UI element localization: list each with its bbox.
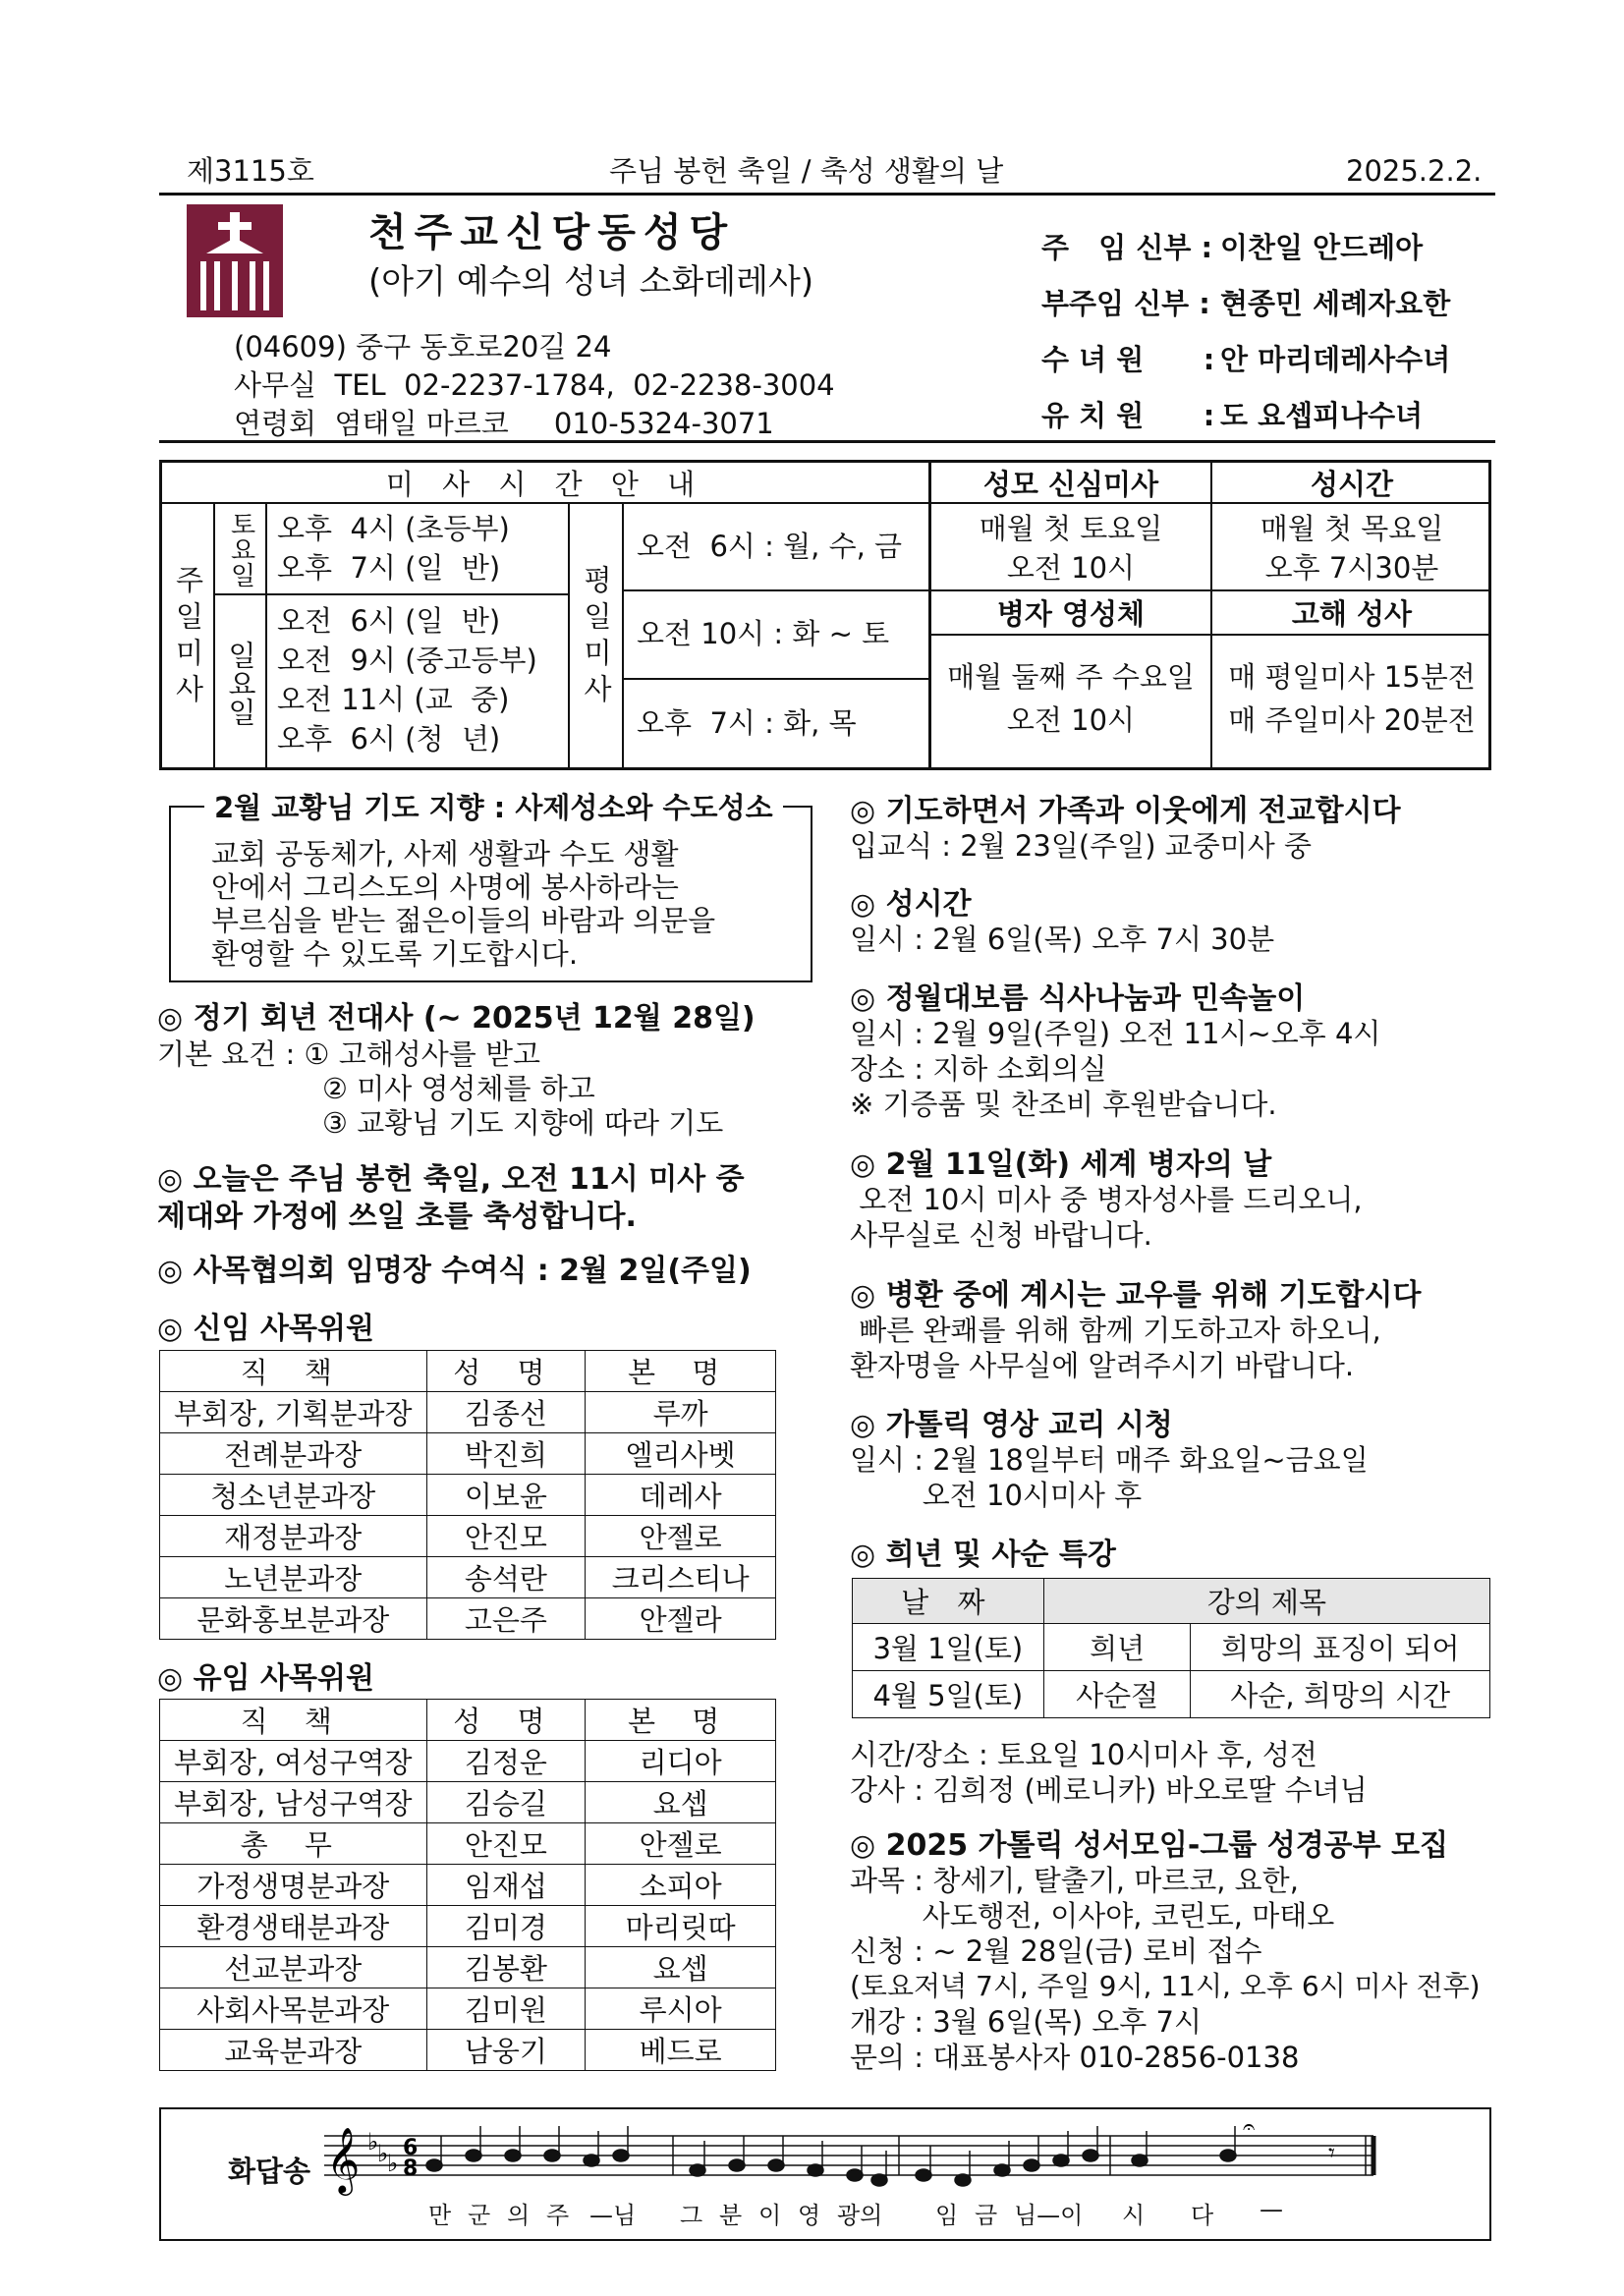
weekday-mass-label: 평일미사 (580, 564, 613, 710)
notice-line: ※ 기증품 및 찬조비 후원받습니다. (850, 1088, 1277, 1121)
name-cell: 김정운 (426, 1741, 586, 1782)
notice-line: 일시 : 2월 9일(주일) 오전 11시~오후 4시 (850, 1017, 1381, 1050)
time-signature-bottom: 8 (403, 2156, 419, 2181)
candle-notice: ◎ 오늘은 주님 봉헌 축일, 오전 11시 미사 중 (157, 1162, 745, 1197)
notice-line: 오전 10시 미사 중 병자성사를 드리오니, (850, 1183, 1363, 1216)
note-head (1083, 2150, 1098, 2161)
bible-line: (토요저녁 7시, 주일 9시, 11시, 오후 6시 미사 전후) (850, 1970, 1481, 2002)
note-head (1024, 2159, 1039, 2171)
lyric-syllable: 임 (935, 2202, 959, 2229)
page-title: 주님 봉헌 축일 / 축성 생활의 날 (609, 154, 1004, 188)
table-row (160, 1947, 776, 1988)
name-cell: 안진모 (426, 1516, 586, 1557)
mass-time: 오후 7시 (일 반) (277, 551, 501, 585)
mass-time: 오전 11시 (교 중) (277, 683, 510, 716)
lyric-syllable: 다 (1191, 2202, 1214, 2229)
lyric-syllable: 영 (798, 2202, 821, 2229)
position-cell: 선교분과장 (160, 1947, 427, 1988)
confession-line: 매 평일미사 15분전 (1228, 660, 1476, 694)
jubilee-line: ② 미사 영성체를 하고 (322, 1072, 595, 1105)
position-cell: 환경생태분과장 (160, 1906, 427, 1947)
table-row (853, 1624, 1490, 1671)
name-cell: 임재섭 (426, 1865, 586, 1906)
confession-title: 고해 성사 (1291, 597, 1413, 631)
baptismal-name-cell: 루시아 (586, 1988, 776, 2030)
prayer-intention-text (211, 837, 715, 971)
office-phone: 사무실 TEL 02-2237-1784, 02-2238-3004 (234, 368, 835, 402)
confession-line: 매 주일미사 20분전 (1228, 703, 1476, 737)
staff-row (1041, 386, 1493, 442)
lecture-info: 강사 : 김희정 (베로니카) 바오로딸 수녀님 (850, 1773, 1368, 1807)
prayer-line: 부르심을 받는 젊은이들의 바람과 의문을 (211, 904, 716, 937)
table-row (160, 1865, 776, 1906)
column-header: 직 책 (160, 1351, 427, 1392)
position-cell: 가정생명분과장 (160, 1865, 427, 1906)
lyric-syllable: 님—이 (1014, 2202, 1084, 2229)
note-head (690, 2164, 705, 2176)
lyric-syllable: —님 (589, 2202, 637, 2229)
lyric-syllable: 의 (507, 2202, 531, 2229)
flat-icon: ♭ (377, 2140, 389, 2167)
column-header: 직 책 (160, 1700, 427, 1741)
baptismal-name-cell: 엘리사벳 (586, 1433, 776, 1475)
header-rule (159, 193, 1495, 196)
column-header: 본 명 (586, 1700, 776, 1741)
name-cell: 이보윤 (426, 1475, 586, 1516)
note-head (1132, 2155, 1148, 2166)
table-row (160, 1906, 776, 1947)
baptismal-name-cell: 안젤로 (586, 1516, 776, 1557)
name-cell: 박진희 (426, 1433, 586, 1475)
staff-row (1041, 330, 1493, 386)
table-row (160, 1598, 776, 1640)
holy-hour-line: 오후 7시30분 (1264, 551, 1439, 585)
continuing-committee-title: ◎ 유임 사목위원 (157, 1661, 374, 1696)
weekday-time: 오전 10시 : 화 ~ 토 (637, 617, 890, 650)
note-head (466, 2150, 481, 2161)
name-cell: 김미원 (426, 1988, 586, 2030)
notice-line: 일시 : 2월 18일부터 매주 화요일~금요일 (850, 1443, 1369, 1477)
jubilee-line: ③ 교황님 기도 지향에 따라 기도 (322, 1106, 724, 1140)
baptismal-name-cell: 크리스티나 (586, 1557, 776, 1598)
name-cell: 김미경 (426, 1906, 586, 1947)
column-header: 성 명 (426, 1351, 586, 1392)
baptismal-name-cell: 데레사 (586, 1475, 776, 1516)
sick-line: 매월 둘째 주 수요일 (947, 660, 1195, 694)
note-head (584, 2155, 599, 2166)
lecture-title-cell: 희망의 표징이 되어 (1191, 1624, 1490, 1671)
church-logo-icon (187, 204, 283, 317)
note-head (1053, 2155, 1069, 2166)
prayer-line: 교회 공동체가, 사제 생활과 수도 생활 (211, 837, 679, 870)
lyric-syllable: 군 (468, 2202, 491, 2229)
staff-row (1041, 274, 1493, 330)
new-committee-table (159, 1350, 776, 1640)
table-row (160, 1741, 776, 1782)
church-address: (04609) 중구 동호로20길 24 (234, 330, 612, 364)
position-cell: 부회장, 기획분과장 (160, 1392, 427, 1433)
lecture-table (852, 1578, 1490, 1718)
note-head (871, 2174, 887, 2186)
elders-contact: 연령회 염태일 마르코 010-5324-3071 (234, 407, 774, 440)
note-head (426, 2159, 442, 2171)
new-committee-title: ◎ 신임 사목위원 (157, 1312, 374, 1346)
bible-study-title: ◎ 2025 가톨릭 성서모임-그룹 성경공부 모집 (850, 1828, 1449, 1863)
staff-role: 수 녀 원 : (1041, 343, 1215, 376)
sick-communion-title: 병자 영성체 (996, 597, 1146, 631)
notice-line: 환자명을 사무실에 알려주시기 바랍니다. (850, 1349, 1355, 1382)
notice-line: 입교식 : 2월 23일(주일) 교중미사 중 (850, 829, 1313, 863)
baptismal-name-cell: 소피아 (586, 1865, 776, 1906)
name-cell: 김봉환 (426, 1947, 586, 1988)
notice-line: 빠른 완쾌를 위해 함께 기도하고자 하오니, (850, 1314, 1381, 1347)
mass-time: 오후 6시 (청 년) (277, 722, 501, 756)
baptismal-name-cell: 안젤라 (586, 1598, 776, 1640)
note-head (613, 2150, 629, 2161)
column-header: 날 짜 (853, 1579, 1044, 1624)
column-header: 강의 제목 (1043, 1579, 1489, 1624)
name-cell: 송석란 (426, 1557, 586, 1598)
date-cell: 3월 1일(토) (853, 1624, 1044, 1671)
weekday-time: 오전 6시 : 월, 수, 금 (637, 530, 903, 563)
theme-cell: 희년 (1043, 1624, 1191, 1671)
saturday-times (277, 509, 510, 588)
continuing-committee-table (159, 1699, 776, 2071)
notice-title: ◎ 기도하면서 가족과 이웃에게 전교합시다 (850, 794, 1401, 828)
flat-icon: ♭ (387, 2150, 399, 2177)
mass-time: 오전 9시 (중고등부) (277, 644, 537, 677)
issue-number: 제3115호 (187, 154, 314, 188)
header-bottom-rule (159, 440, 1495, 443)
fermata-icon: 𝄐 (1243, 2122, 1256, 2140)
baptismal-name-cell: 리디아 (586, 1741, 776, 1782)
baptismal-name-cell: 루까 (586, 1392, 776, 1433)
name-cell: 안진모 (426, 1823, 586, 1865)
table-row (853, 1671, 1490, 1718)
psalm-label: 화답송 (228, 2155, 311, 2188)
column-header: 성 명 (426, 1700, 586, 1741)
table-row (160, 1433, 776, 1475)
jubilee-line: 기본 요건 : ① 고해성사를 받고 (157, 1037, 541, 1071)
rest-icon: 𝄾 (1328, 2139, 1335, 2168)
prayer-line: 환영할 수 있도록 기도합시다. (211, 937, 579, 971)
lyric-syllable: 광의 (837, 2202, 883, 2229)
lecture-info: 시간/장소 : 토요일 10시미사 후, 성전 (850, 1738, 1317, 1771)
staff-list (1041, 218, 1493, 442)
note-head (544, 2150, 560, 2161)
staff-name: 현종민 세례자요한 (1220, 287, 1451, 320)
bible-line: 개강 : 3월 6일(목) 오후 7시 (850, 2005, 1202, 2039)
holy-hour-info (1212, 509, 1491, 588)
bible-line: 과목 : 창세기, 탈출기, 마르코, 요한, (850, 1864, 1299, 1897)
name-cell: 고은주 (426, 1598, 586, 1640)
marian-mass-info (931, 509, 1210, 588)
theme-cell: 사순절 (1043, 1671, 1191, 1718)
notice-title: ◎ 병환 중에 계시는 교우를 위해 기도합시다 (850, 1278, 1422, 1313)
table-header-row (160, 1700, 776, 1741)
note-head (1220, 2150, 1236, 2161)
marian-mass-title: 성모 신심미사 (982, 467, 1159, 501)
note-head (916, 2169, 931, 2181)
issue-date: 2025.2.2. (1346, 154, 1483, 188)
note-head (729, 2159, 745, 2171)
candle-notice: 제대와 가정에 쓰일 초를 축성합니다. (157, 1200, 637, 1234)
position-cell: 노년분과장 (160, 1557, 427, 1598)
staff-row (1041, 218, 1493, 274)
staff-role: 유 치 원 : (1041, 399, 1215, 432)
psalm-lyrics (422, 2196, 1307, 2229)
marian-line: 오전 10시 (1006, 551, 1136, 585)
staff-role: 주 임 신부 : (1041, 231, 1213, 264)
mass-schedule-title: 미 사 시 간 안 내 (385, 467, 705, 501)
position-cell: 부회장, 여성구역장 (160, 1741, 427, 1782)
lyric-syllable: 시 (1122, 2202, 1146, 2229)
position-cell: 문화홍보분과장 (160, 1598, 427, 1640)
treble-clef-icon: 𝄞 (326, 2126, 361, 2193)
date-cell: 4월 5일(토) (853, 1671, 1044, 1718)
baptismal-name-cell: 마리릿따 (586, 1906, 776, 1947)
weekday-time: 오후 7시 : 화, 목 (637, 706, 857, 740)
baptismal-name-cell: 안젤로 (586, 1823, 776, 1865)
baptismal-name-cell: 요셉 (586, 1947, 776, 1988)
holy-hour-title: 성시간 (1310, 467, 1394, 501)
staff-name: 안 마리데레사수녀 (1220, 343, 1451, 376)
flat-icon: ♭ (367, 2128, 379, 2156)
mass-time: 오후 4시 (초등부) (277, 512, 510, 545)
mass-time: 오전 6시 (일 반) (277, 604, 501, 638)
position-cell: 사회사목분과장 (160, 1988, 427, 2030)
position-cell: 부회장, 남성구역장 (160, 1782, 427, 1823)
bible-line: 문의 : 대표봉사자 010-2856-0138 (850, 2041, 1300, 2074)
jubilee-title: ◎ 정기 회년 전대사 (~ 2025년 12월 28일) (157, 1001, 756, 1036)
column-header: 본 명 (586, 1351, 776, 1392)
staff-role: 부주임 신부 : (1041, 287, 1210, 320)
position-cell: 청소년분과장 (160, 1475, 427, 1516)
staff-name: 도 요셉피나수녀 (1220, 399, 1424, 432)
lyric-syllable: 주 (546, 2202, 570, 2229)
note-head (847, 2169, 863, 2181)
table-row (160, 1557, 776, 1598)
position-cell: 교육분과장 (160, 2030, 427, 2071)
notice-title: ◎ 가톨릭 영상 교리 시청 (850, 1408, 1173, 1442)
marian-line: 매월 첫 토요일 (979, 512, 1163, 545)
name-cell: 남웅기 (426, 2030, 586, 2071)
baptismal-name-cell: 요셉 (586, 1782, 776, 1823)
church-patron: (아기 예수의 성녀 소화데레사) (368, 262, 814, 302)
council-notice: ◎ 사목협의회 임명장 수여식 : 2월 2일(주일) (157, 1254, 752, 1288)
prayer-line: 안에서 그리스도의 사명에 봉사하라는 (211, 870, 679, 904)
note-head (808, 2164, 823, 2176)
note-head (955, 2174, 971, 2186)
bible-line: 신청 : ~ 2월 28일(금) 로비 접수 (850, 1934, 1262, 1968)
saturday-label: 토요일 (226, 510, 255, 588)
note-head (768, 2159, 784, 2171)
table-row (160, 1782, 776, 1823)
holy-hour-line: 매월 첫 목요일 (1260, 512, 1444, 545)
table-row (160, 1823, 776, 1865)
name-cell: 김승길 (426, 1782, 586, 1823)
lyric-syllable: 금 (975, 2202, 998, 2229)
sick-communion-info (931, 655, 1210, 742)
bible-line: 사도행전, 이사야, 코린도, 마태오 (850, 1899, 1335, 1932)
lecture-title-cell: 사순, 희망의 시간 (1191, 1671, 1490, 1718)
table-row (160, 1516, 776, 1557)
table-header-row (853, 1579, 1490, 1624)
table-row (160, 1475, 776, 1516)
notice-title: ◎ 정월대보름 식사나눔과 민속놀이 (850, 981, 1306, 1016)
church-name: 천주교신당동성당 (368, 210, 736, 255)
lyric-syllable: 분 (719, 2202, 743, 2229)
notice-line: 사무실로 신청 바랍니다. (850, 1218, 1152, 1252)
notice-line: 오전 10시미사 후 (850, 1479, 1143, 1512)
notice-title: ◎ 2월 11일(화) 세계 병자의 날 (850, 1148, 1272, 1182)
lyric-syllable: — (1260, 2196, 1283, 2223)
table-row (160, 1392, 776, 1433)
staff-name: 이찬일 안드레아 (1220, 231, 1424, 264)
sunday-sub-label: 일요일 (224, 640, 257, 726)
lyric-syllable: 만 (428, 2202, 452, 2229)
position-cell: 재정분과장 (160, 1516, 427, 1557)
sunday-times (277, 601, 537, 758)
table-header-row (160, 1351, 776, 1392)
name-cell: 김종선 (426, 1392, 586, 1433)
note-head (505, 2150, 521, 2161)
sunday-mass-label: 주일미사 (171, 564, 205, 710)
table-row (160, 1988, 776, 2030)
note-head (994, 2164, 1010, 2176)
position-cell: 전례분과장 (160, 1433, 427, 1475)
time-signature-top: 6 (403, 2136, 419, 2160)
position-cell: 총 무 (160, 1823, 427, 1865)
notice-title: ◎ 성시간 (850, 887, 972, 922)
confession-info (1212, 655, 1491, 742)
lyric-syllable: 그 (680, 2202, 703, 2229)
lyric-syllable: 이 (758, 2202, 782, 2229)
lecture-title: ◎ 희년 및 사순 특강 (850, 1538, 1116, 1572)
prayer-intention-title: 2월 교황님 기도 지향 : 사제성소와 수도성소 (204, 789, 783, 826)
sick-line: 오전 10시 (1006, 703, 1136, 737)
notice-line: 장소 : 지하 소회의실 (850, 1052, 1107, 1086)
notice-line: 일시 : 2월 6일(목) 오후 7시 30분 (850, 923, 1275, 956)
table-row (160, 2030, 776, 2071)
baptismal-name-cell: 베드로 (586, 2030, 776, 2071)
